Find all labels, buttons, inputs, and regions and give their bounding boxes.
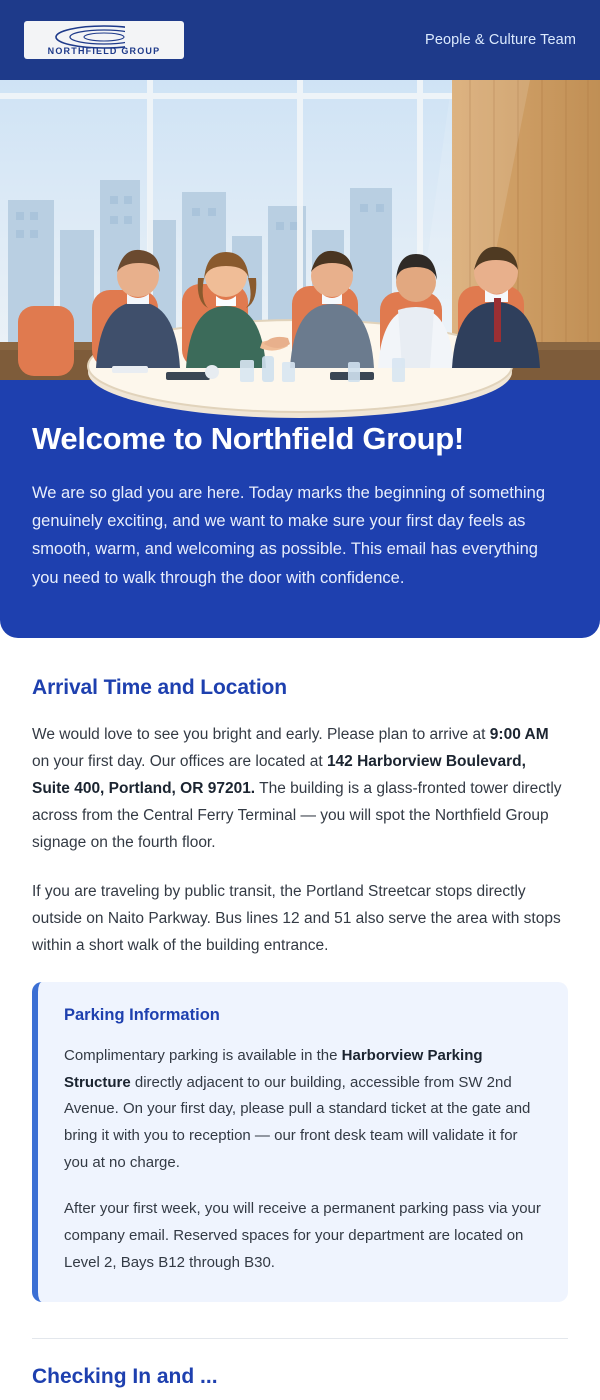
welcome-title: Welcome to Northfield Group! [32,421,464,456]
parking-heading: Parking Information [64,1005,220,1024]
welcome-banner [0,380,600,638]
arrival-text-a: We would love to see you bright and early. Please plan to arrive at [32,726,490,744]
company-logo [24,21,184,59]
next-section [0,1339,600,1389]
arrival-text-b: on your first day. Our offices are located at [32,753,327,771]
arrival-text-c: The building is a glass-fronted tower directly across from the Central Ferry Terminal — you will spot the Northfield Group signage on the fourth floor. [32,780,562,852]
next-section-heading: Checking In and ... [32,1365,218,1389]
email-header [0,0,600,80]
parking-paragraph-1 [64,1043,542,1176]
logo-mark-icon [29,23,179,57]
parking-paragraph-2: After your first week, you will receive a permanent parking pass via your company email. Reserved spaces for your department are located on Level 2, Bays B12 through B30. [64,1200,541,1271]
office-address: 142 Harborview Boulevard, Suite 400, Portland, OR 97201. [32,753,526,798]
people-culture-team-label: People & Culture Team [425,32,576,48]
arrival-section [0,638,600,960]
arrival-paragraph-1 [32,722,568,857]
parking-text-a: Complimentary parking is available in the [64,1046,342,1064]
parking-structure-name: Harborview Parking Structure [64,1046,483,1091]
hero-image [0,80,600,380]
parking-callout [32,982,568,1303]
arrival-heading: Arrival Time and Location [32,676,288,700]
arrival-paragraph-2: If you are traveling by public transit, the Portland Streetcar stops directly outside on Naito Parkway. Bus lines 12 and 51 also serve the area with stops within a short walk of the building entrance. [32,883,561,954]
parking-text-b: directly adjacent to our building, accessible from SW 2nd Avenue. On your first day, please pull a standard ticket at the gate and bring it with you to reception — our front desk team will validate it for you at no charge. [64,1073,531,1171]
svg-text:NORTHFIELD GROUP: NORTHFIELD GROUP [47,46,161,56]
team-meeting-illustration-icon [0,80,600,380]
arrival-time: 9:00 AM [489,726,549,744]
welcome-body: We are so glad you are here. Today marks the beginning of something genuinely exciting, and we want to make sure your first day feels as smooth, warm, and welcoming as possible. This email has everything you need to walk through the door with confidence. [32,483,546,587]
